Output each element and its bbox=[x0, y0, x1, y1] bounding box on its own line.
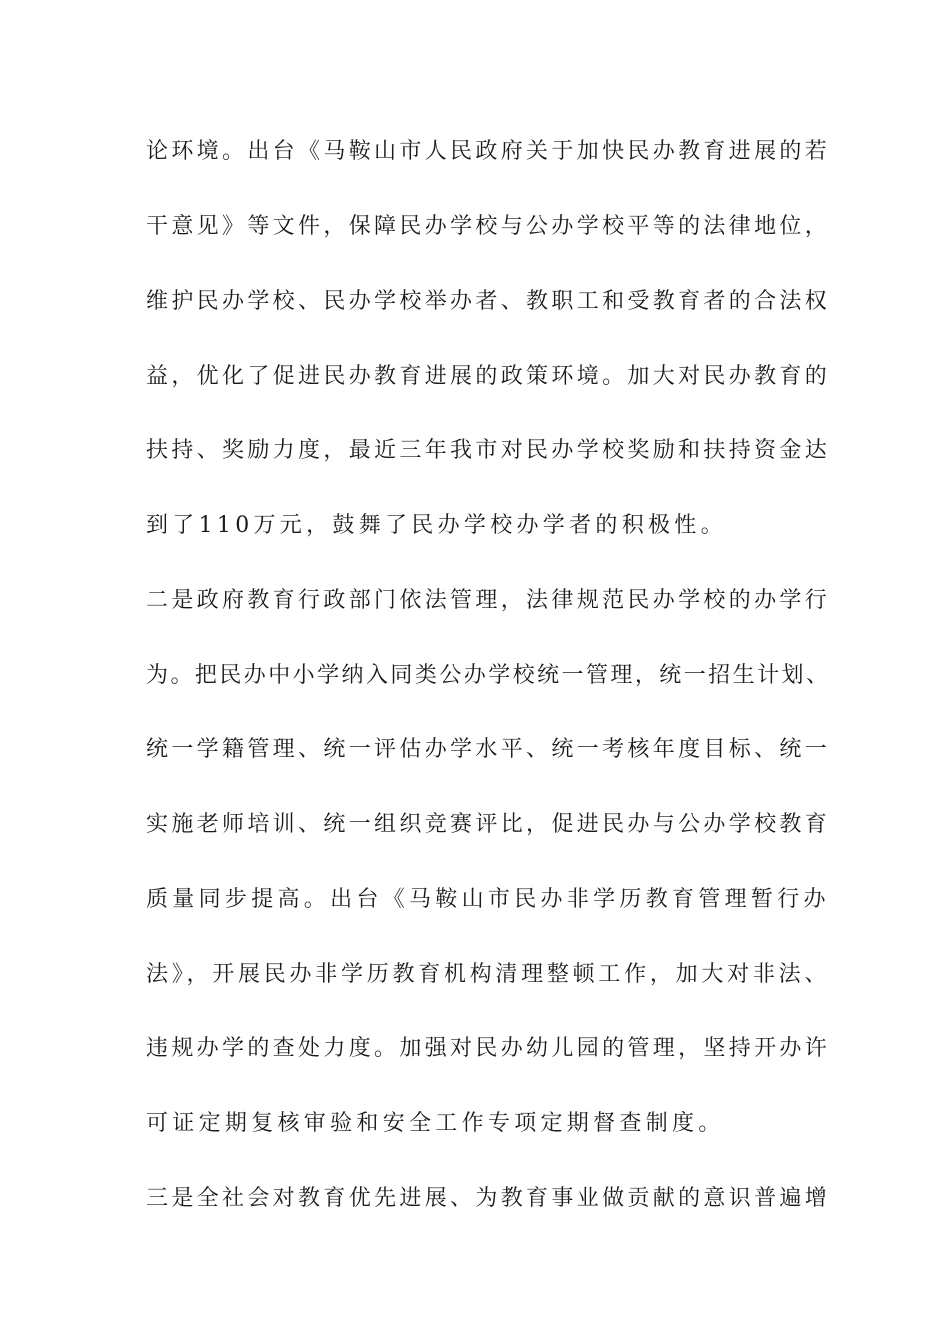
text-line-14: 可证定期复核审验和安全工作专项定期督查制度。 bbox=[146, 1111, 725, 1136]
text-line-11: 质量同步提高。出台《马鞍山市民办非学历教育管理暂行办 bbox=[146, 887, 830, 912]
text-line-3: 维护民办学校、民办学校举办者、教职工和受教育者的合法权 bbox=[146, 289, 831, 314]
text-line-7: 二是政府教育行政部门依法管理，法律规范民办学校的办学行 bbox=[146, 588, 831, 613]
text-line-15: 三是全社会对教育优先进展、为教育事业做贡献的意识普遍增 bbox=[146, 1186, 831, 1211]
text-line-5: 扶持、奖励力度，最近三年我市对民办学校奖励和扶持资金达 bbox=[146, 438, 831, 463]
text-line-2: 干意见》等文件，保障民办学校与公办学校平等的法律地位， bbox=[146, 214, 831, 239]
text-line-8: 为。把民办中小学纳入同类公办学校统一管理，统一招生计划、 bbox=[146, 663, 831, 688]
text-line-10: 实施老师培训、统一组织竞赛评比，促进民办与公办学校教育 bbox=[146, 812, 831, 837]
text-line-4: 益，优化了促进民办教育进展的政策环境。加大对民办教育的 bbox=[146, 364, 831, 389]
text-line-1: 论环境。出台《马鞍山市人民政府关于加快民办教育进展的若 bbox=[146, 139, 831, 164]
text-line-12: 法》，开展民办非学历教育机构清理整顿工作，加大对非法、 bbox=[146, 962, 831, 987]
text-line-13: 违规办学的查处力度。加强对民办幼儿园的管理，坚持开办许 bbox=[146, 1036, 831, 1061]
text-line-6: 到了110万元，鼓舞了民办学校办学者的积极性。 bbox=[146, 513, 727, 538]
text-line-9: 统一学籍管理、统一评估办学水平、统一考核年度目标、统一 bbox=[146, 737, 831, 762]
